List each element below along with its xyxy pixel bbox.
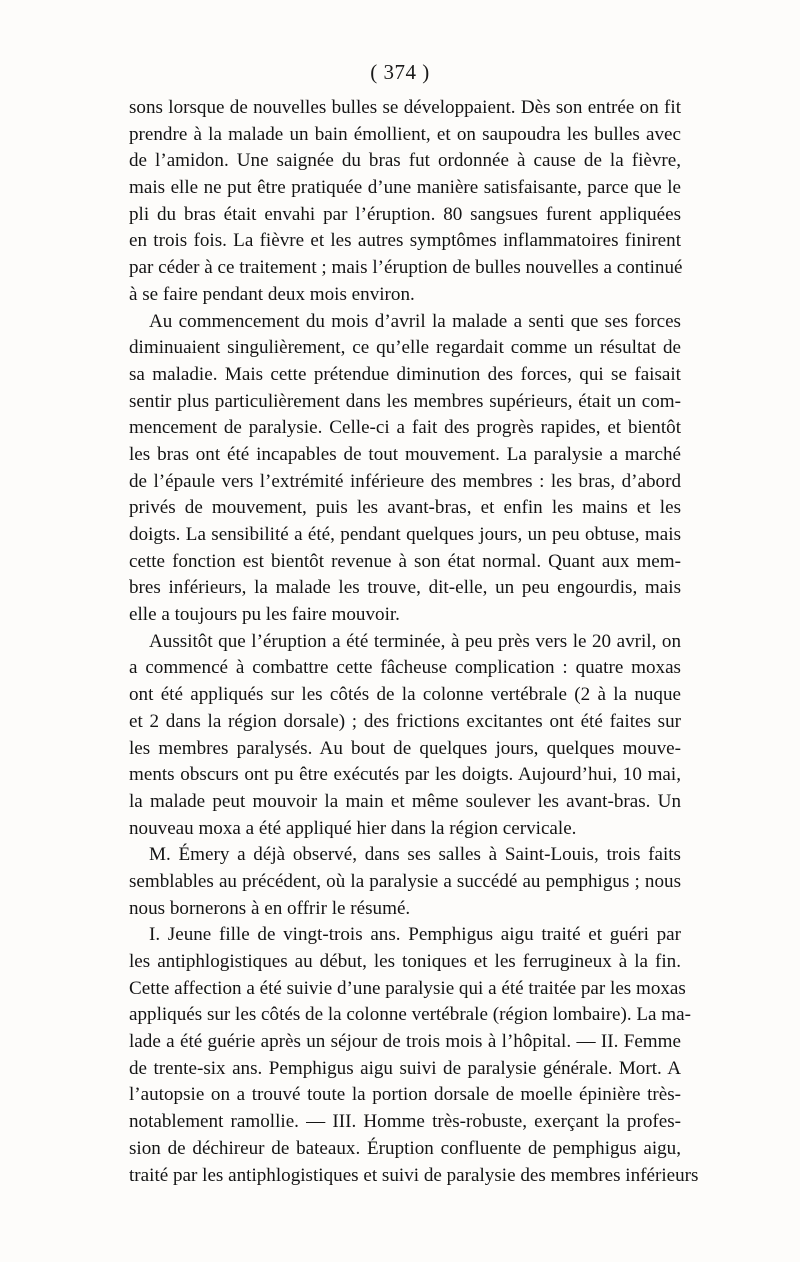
text-line: de l’amidon. Une saignée du bras fut ordonnée à cause de la fièvre, <box>129 150 681 172</box>
text-line: nouveau moxa a été appliqué hier dans la région cervicale. <box>129 817 577 839</box>
text-line: ments obscurs ont pu être exécutés par les doigts. Aujourd’hui, 10 mai, <box>129 764 681 786</box>
text-line: diminuaient singulièrement, ce qu’elle regardait comme un résultat de <box>129 337 681 359</box>
paragraph-1 <box>129 95 681 309</box>
text-line: Aussitôt que l’éruption a été terminée, à peu près vers le 20 avril, on <box>149 630 681 652</box>
text-line: nous bornerons à en offrir le résumé. <box>129 897 411 919</box>
paragraph-4 <box>129 842 681 922</box>
text-line: les membres paralysés. Au bout de quelques jours, quelques mouve- <box>129 737 681 759</box>
text-line: semblables au précédent, où la paralysie a succédé au pemphigus ; nous <box>129 870 681 892</box>
text-line: à se faire pendant deux mois environ. <box>129 283 415 305</box>
text-line: I. Jeune fille de vingt-trois ans. Pemphigus aigu traité et guéri par <box>149 924 681 946</box>
text-line: et 2 dans la région dorsale) ; des frictions excitantes ont été faites sur <box>129 710 681 732</box>
text-line: cette fonction est bientôt revenue à son état normal. Quant aux mem- <box>129 550 681 572</box>
text-line: doigts. La sensibilité a été, pendant quelques jours, un peu obtuse, mais <box>129 524 681 545</box>
text-line: notablement ramollie. — III. Homme très-robuste, exerçant la profes- <box>129 1111 681 1133</box>
paragraph-5 <box>129 922 699 1189</box>
paragraph-3 <box>129 629 681 843</box>
text-line: les antiphlogistiques au début, les toniques et les ferrugineux à la fin. <box>129 951 681 972</box>
text-line: prendre à la malade un bain émollient, et on saupoudra les bulles avec <box>129 123 681 145</box>
text-line: par céder à ce traitement ; mais l’éruption de bulles nouvelles a continué <box>129 257 683 279</box>
text-line: pli du bras était envahi par l’éruption. 80 sangsues furent appliquées <box>129 203 681 225</box>
text-line: Cette affection a été suivie d’une paralysie qui a été traitée par les moxas <box>129 977 686 999</box>
text-line: de trente-six ans. Pemphigus aigu suivi de paralysie générale. Mort. A <box>129 1057 681 1079</box>
text-line: l’autopsie on a trouvé toute la portion dorsale de moelle épinière très- <box>129 1084 681 1106</box>
text-line: a commencé à combattre cette fâcheuse complication : quatre moxas <box>129 657 681 679</box>
text-line: mais elle ne put être pratiquée d’une manière satisfaisante, parce que le <box>129 177 681 199</box>
text-line: la malade peut mouvoir la main et même soulever les avant-bras. Un <box>129 790 681 812</box>
text-line: elle a toujours pu les faire mouvoir. <box>129 604 400 626</box>
text-line: sion de déchireur de bateaux. Éruption confluente de pemphigus aigu, <box>129 1137 681 1159</box>
text-line: sa maladie. Mais cette prétendue diminution des forces, qui se faisait <box>129 363 681 385</box>
page-number: ( 374 ) <box>370 60 430 84</box>
text-line: sentir plus particulièrement dans les membres supérieurs, était un com- <box>129 390 681 412</box>
text-line: traité par les antiphlogistiques et suivi de paralysie des membres inférieurs <box>129 1164 699 1186</box>
text-line: Au commencement du mois d’avril la malade a senti que ses forces <box>149 310 681 332</box>
text-line: M. Émery a déjà observé, dans ses salles à Saint-Louis, trois faits <box>149 844 681 866</box>
paragraph-2 <box>129 309 681 629</box>
body-text <box>129 95 699 1189</box>
text-line: les bras ont été incapables de tout mouvement. La paralysie a marché <box>129 443 681 465</box>
text-line: en trois fois. La fièvre et les autres symptômes inflammatoires finirent <box>129 230 681 252</box>
text-line: ont été appliqués sur les côtés de la colonne vertébrale (2 à la nuque <box>129 684 681 706</box>
text-line: lade a été guérie après un séjour de trois mois à l’hôpital. — II. Femme <box>129 1031 681 1053</box>
text-line: sons lorsque de nouvelles bulles se développaient. Dès son entrée on fit <box>129 97 681 118</box>
text-line: privés de mouvement, puis les avant-bras, et enfin les mains et les <box>129 497 681 519</box>
text-line: appliqués sur les côtés de la colonne vertébrale (région lombaire). La ma- <box>129 1004 691 1026</box>
text-line: mencement de paralysie. Celle-ci a fait des progrès rapides, et bientôt <box>129 417 681 439</box>
text-line: de l’épaule vers l’extrémité inférieure des membres : les bras, d’abord <box>129 470 681 492</box>
text-line: bres inférieurs, la malade les trouve, dit-elle, un peu engourdis, mais <box>129 577 681 599</box>
